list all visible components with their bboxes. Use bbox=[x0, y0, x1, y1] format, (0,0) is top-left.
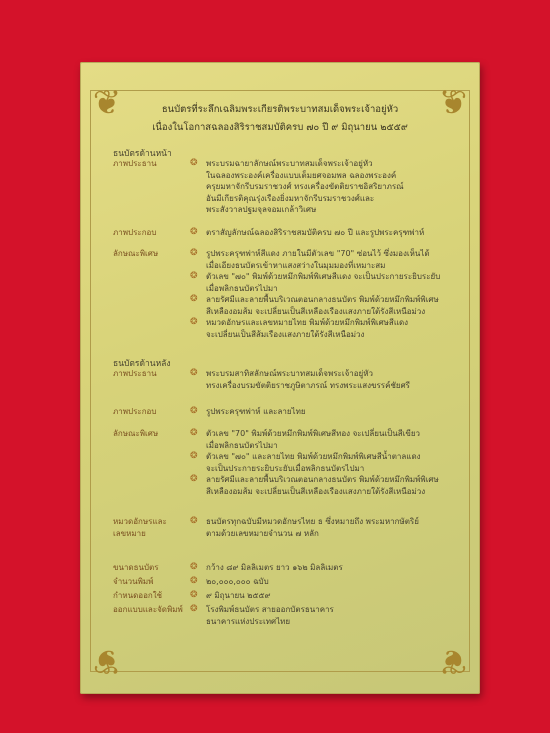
bullet-icon: ❂ bbox=[190, 158, 198, 168]
row-text: ธนบัตรทุกฉบับมีหมวดอักษรไทย ธ ซึ่งหมายถึง พระมหากษัตริย์ ตามด้วยเลขหมายจำนวน ๗ หลัก bbox=[206, 517, 419, 538]
commemorative-banknote-card bbox=[80, 62, 480, 694]
back-special-features-row bbox=[113, 428, 462, 500]
card-title-line1: ธนบัตรที่ระลึกเฉลิมพระเกียรติพระบาทสมเด็จพระเจ้าอยู่หัว bbox=[161, 104, 399, 115]
feature-item: ❂ ลายรัศมีและลายพื้นบริเวณตอนกลางธนบัตร พิมพ์ด้วยหมึกพิมพ์พิเศษ สีเหลืองอมส้ม จะเปลี่ยนเป็นสีเหลืองเรืองแสงภายใต้รังสีเหนือม่วง bbox=[190, 294, 439, 316]
feature-list bbox=[190, 248, 462, 340]
bullet-icon: ❂ bbox=[190, 428, 198, 438]
front-section-header: ธนบัตรด้านหน้า bbox=[113, 149, 172, 159]
bullet-icon: ❂ bbox=[190, 562, 198, 572]
row-label: หมวดอักษรและ เลขหมาย bbox=[113, 517, 167, 538]
bullet-icon: ❂ bbox=[190, 590, 198, 600]
spec-issue-date-row bbox=[113, 590, 462, 602]
feature-item: ❂ ตัวเลข "๗๐" และลายไทย พิมพ์ด้วยหมึกพิมพ์พิเศษสีน้ำตาลแดง จะเป็นประกายระยิบระยับเมื่อพลิกธนบัตรไปมา bbox=[190, 451, 421, 473]
row-text: พระบรมฉายาลักษณ์พระบาทสมเด็จพระเจ้าอยู่หัว ในฉลองพระองค์เครื่องแบบเต็มยศจอมพล ฉลองพระองค์ ครุยมหาจักรีบรมราชวงศ์ ทรงเครื่องขัตติยราชอิสริยาภรณ์ อันมีเกียรติคุณรุ่งเรืองยิ่งมหาจักรีบรมราชวงศ์และ พระสังวาลปฐมจุลจอมเกล้าวิเศษ bbox=[206, 159, 404, 214]
spec-quantity-row bbox=[113, 576, 462, 588]
bullet-icon: ❂ bbox=[190, 271, 198, 281]
row-label: จำนวนพิมพ์ bbox=[113, 577, 154, 586]
row-value: ๙ มิถุนายน ๒๕๕๙ bbox=[206, 591, 271, 600]
row-label: ภาพประธาน bbox=[113, 369, 157, 378]
bullet-icon: ❂ bbox=[190, 604, 198, 614]
bullet-icon: ❂ bbox=[190, 294, 198, 304]
corner-ornament-icon: ❦ bbox=[438, 641, 468, 681]
bullet-icon: ❂ bbox=[190, 317, 198, 327]
back-main-image-row bbox=[113, 368, 462, 392]
spec-printer-row bbox=[113, 604, 462, 628]
bullet-icon: ❂ bbox=[190, 248, 198, 258]
row-value: กว้าง ๘๙ มิลลิเมตร ยาว ๑๖๒ มิลลิเมตร bbox=[206, 563, 343, 572]
row-label: ภาพประกอบ bbox=[113, 228, 157, 237]
row-label: ขนาดธนบัตร bbox=[113, 563, 159, 572]
row-label: ออกแบบและจัดพิมพ์ bbox=[113, 605, 183, 614]
feature-item: ❂ รูปพระครุฑพ่าห์สีแดง ภายในมีตัวเลข "70" ซ่อนไว้ ซึ่งมองเห็นได้ เมื่อเอียงธนบัตรเข้าหาแสงสว่างในมุมมองที่เหมาะสม bbox=[190, 248, 430, 270]
serial-row bbox=[113, 516, 462, 540]
front-special-features-row bbox=[113, 248, 462, 348]
feature-list bbox=[190, 428, 462, 497]
feature-item: ❂ ลายรัศมีและลายพื้นบริเวณตอนกลางธนบัตร พิมพ์ด้วยหมึกพิมพ์พิเศษ สีเหลืองอมส้ม จะเปลี่ยนเป็นสีเหลืองเรืองแสงภายใต้รังสีเหนือม่วง bbox=[190, 474, 439, 496]
bullet-icon: ❂ bbox=[190, 227, 198, 237]
row-label: ภาพประธาน bbox=[113, 159, 157, 168]
row-label: ลักษณะพิเศษ bbox=[113, 429, 159, 438]
feature-item: ❂ หมวดอักษรและเลขหมายไทย พิมพ์ด้วยหมึกพิมพ์พิเศษสีแดง จะเปลี่ยนเป็นสีส้มเรืองแสงภายใต้รังสีเหนือม่วง bbox=[190, 317, 409, 339]
row-value: โรงพิมพ์ธนบัตร สายออกบัตรธนาคาร ธนาคารแห่งประเทศไทย bbox=[206, 605, 334, 626]
feature-item: ❂ ตัวเลข "70" พิมพ์ด้วยหมึกพิมพ์พิเศษสีทอง จะเปลี่ยนเป็นสีเขียว เมื่อพลิกธนบัตรไปมา bbox=[190, 428, 420, 450]
row-label: กำหนดออกใช้ bbox=[113, 591, 163, 600]
back-secondary-image-row bbox=[113, 406, 462, 418]
row-text: ตราสัญลักษณ์ฉลองสิริราชสมบัติครบ ๗๐ ปี และรูปพระครุฑพ่าห์ bbox=[206, 228, 425, 237]
row-label: ภาพประกอบ bbox=[113, 407, 157, 416]
bullet-icon: ❂ bbox=[190, 516, 198, 526]
back-section-header: ธนบัตรด้านหลัง bbox=[113, 359, 171, 369]
bullet-icon: ❂ bbox=[190, 406, 198, 416]
corner-ornament-icon: ❦ bbox=[92, 641, 122, 681]
corner-ornament-icon: ❦ bbox=[438, 83, 468, 123]
spec-size-row bbox=[113, 562, 462, 574]
bullet-icon: ❂ bbox=[190, 368, 198, 378]
front-main-image-row bbox=[113, 158, 462, 218]
front-secondary-image-row bbox=[113, 227, 462, 239]
bullet-icon: ❂ bbox=[190, 474, 198, 484]
row-label: ลักษณะพิเศษ bbox=[113, 249, 159, 258]
corner-ornament-icon: ❦ bbox=[92, 83, 122, 123]
feature-item: ❂ ตัวเลข "๗๐" พิมพ์ด้วยหมึกพิมพ์พิเศษสีแดง จะเป็นประกายระยิบระยับ เมื่อพลิกธนบัตรไปมา bbox=[190, 271, 441, 293]
row-value: ๒๐,๐๐๐,๐๐๐ ฉบับ bbox=[206, 577, 269, 586]
row-text: พระบรมสาทิสลักษณ์พระบาทสมเด็จพระเจ้าอยู่หัว ทรงเครื่องบรมขัตติยราชภูษิตาภรณ์ ทรงพระแสงขรรค์ชัยศรี bbox=[206, 369, 410, 390]
row-text: รูปพระครุฑพ่าห์ และลายไทย bbox=[206, 407, 306, 416]
card-title-line2: เนื่องในโอกาสฉลองสิริราชสมบัติครบ ๗๐ ปี ๙ มิถุนายน ๒๕๕๙ bbox=[152, 122, 408, 133]
bullet-icon: ❂ bbox=[190, 576, 198, 586]
bullet-icon: ❂ bbox=[190, 451, 198, 461]
